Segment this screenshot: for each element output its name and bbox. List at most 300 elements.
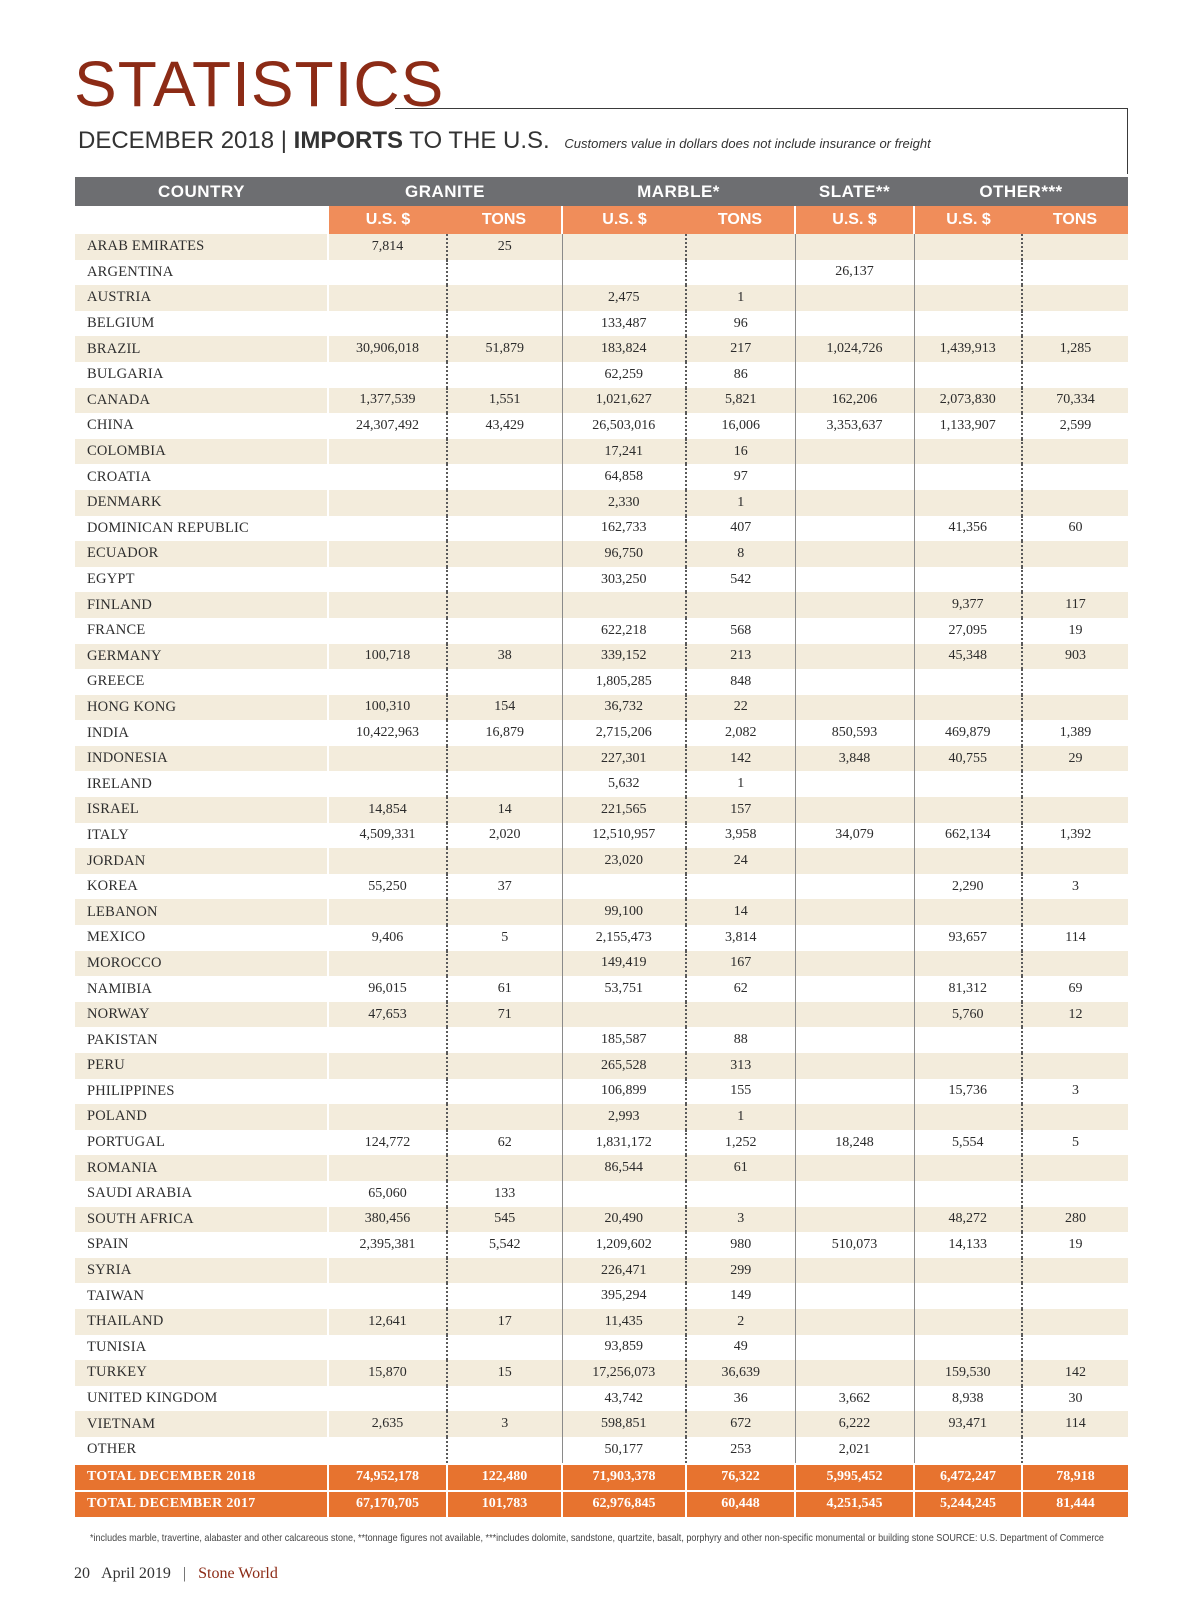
table-row (75, 1232, 1128, 1258)
cell-country: LEBANON (75, 899, 328, 925)
cell-country: OTHER (75, 1437, 328, 1464)
cell-granite-tons (447, 464, 562, 490)
cell-other-tons: 1,392 (1022, 823, 1128, 849)
cell-other-tons (1022, 1437, 1128, 1464)
cell-other-usd: 6,472,247 (914, 1464, 1022, 1491)
cell-granite-usd (328, 567, 447, 593)
title-rule (395, 108, 1128, 109)
cell-granite-usd: 124,772 (328, 1130, 447, 1156)
cell-marble-tons: 3 (686, 1207, 795, 1233)
table-row (75, 1130, 1128, 1156)
cell-other-usd: 93,471 (914, 1411, 1022, 1437)
cell-marble-tons: 3,814 (686, 925, 795, 951)
cell-slate-usd (795, 1053, 914, 1079)
cell-other-tons: 3 (1022, 874, 1128, 900)
cell-marble-usd: 26,503,016 (562, 413, 686, 439)
cell-granite-usd (328, 1079, 447, 1105)
subheader-blank (75, 206, 328, 234)
cell-other-usd (914, 899, 1022, 925)
issue-date: April 2019 (101, 1565, 171, 1582)
cell-granite-usd: 55,250 (328, 874, 447, 900)
cell-granite-tons (447, 1258, 562, 1284)
cell-granite-tons (447, 592, 562, 618)
cell-slate-usd (795, 925, 914, 951)
cell-marble-usd (562, 592, 686, 618)
cell-slate-usd (795, 1207, 914, 1233)
cell-marble-tons: 61 (686, 1155, 795, 1181)
cell-granite-tons: 2,020 (447, 823, 562, 849)
cell-other-tons (1022, 797, 1128, 823)
cell-marble-tons: 1 (686, 285, 795, 311)
cell-granite-tons: 16,879 (447, 720, 562, 746)
cell-other-tons: 60 (1022, 516, 1128, 542)
cell-country: TOTAL DECEMBER 2018 (75, 1464, 328, 1491)
cell-granite-usd (328, 516, 447, 542)
cell-other-usd: 1,133,907 (914, 413, 1022, 439)
cell-other-tons: 69 (1022, 976, 1128, 1002)
cell-other-tons: 114 (1022, 1411, 1128, 1437)
table-row (75, 618, 1128, 644)
table-row (75, 311, 1128, 337)
cell-other-tons (1022, 234, 1128, 260)
cell-granite-usd: 96,015 (328, 976, 447, 1002)
cell-marble-tons: 217 (686, 336, 795, 362)
cell-marble-tons: 848 (686, 669, 795, 695)
header-other: OTHER*** (914, 177, 1128, 206)
cell-other-usd: 2,073,830 (914, 388, 1022, 414)
cell-marble-usd: 265,528 (562, 1053, 686, 1079)
cell-marble-tons: 299 (686, 1258, 795, 1284)
cell-marble-usd: 2,715,206 (562, 720, 686, 746)
table-row (75, 285, 1128, 311)
cell-marble-tons: 157 (686, 797, 795, 823)
cell-other-usd: 41,356 (914, 516, 1022, 542)
cell-other-usd (914, 669, 1022, 695)
cell-marble-tons: 1 (686, 490, 795, 516)
cell-other-usd (914, 1053, 1022, 1079)
cell-granite-usd (328, 771, 447, 797)
cell-other-usd: 45,348 (914, 644, 1022, 670)
cell-granite-tons (447, 260, 562, 286)
table-group-header-row (75, 177, 1128, 206)
cell-country: INDONESIA (75, 746, 328, 772)
cell-marble-tons: 672 (686, 1411, 795, 1437)
table-row (75, 1053, 1128, 1079)
cell-marble-usd: 2,155,473 (562, 925, 686, 951)
cell-slate-usd (795, 1335, 914, 1361)
cell-granite-tons (447, 516, 562, 542)
table-row (75, 644, 1128, 670)
cell-marble-usd: 23,020 (562, 848, 686, 874)
cell-marble-tons: 86 (686, 362, 795, 388)
cell-granite-tons (447, 1437, 562, 1464)
cell-other-usd (914, 1104, 1022, 1130)
cell-marble-usd: 149,419 (562, 951, 686, 977)
subheader-granite-usd: U.S. $ (328, 206, 447, 234)
table-row (75, 439, 1128, 465)
cell-slate-usd: 26,137 (795, 260, 914, 286)
cell-other-usd (914, 771, 1022, 797)
cell-marble-tons: 62 (686, 976, 795, 1002)
cell-granite-usd: 65,060 (328, 1181, 447, 1207)
cell-other-usd (914, 695, 1022, 721)
cell-granite-usd (328, 1258, 447, 1284)
cell-other-usd (914, 1283, 1022, 1309)
page-title: STATISTICS (74, 48, 445, 120)
cell-marble-usd: 5,632 (562, 771, 686, 797)
cell-slate-usd: 34,079 (795, 823, 914, 849)
cell-other-tons (1022, 260, 1128, 286)
cell-granite-tons: 15 (447, 1360, 562, 1386)
cell-country: INDIA (75, 720, 328, 746)
cell-other-tons: 903 (1022, 644, 1128, 670)
cell-country: PERU (75, 1053, 328, 1079)
cell-country: THAILAND (75, 1309, 328, 1335)
cell-other-tons (1022, 1181, 1128, 1207)
table-row (75, 899, 1128, 925)
cell-granite-tons: 37 (447, 874, 562, 900)
cell-marble-tons: 2,082 (686, 720, 795, 746)
cell-other-tons: 29 (1022, 746, 1128, 772)
table-row (75, 1002, 1128, 1028)
cell-country: ISRAEL (75, 797, 328, 823)
cell-marble-tons: 88 (686, 1027, 795, 1053)
cell-slate-usd (795, 516, 914, 542)
cell-other-tons: 70,334 (1022, 388, 1128, 414)
cell-marble-usd: 622,218 (562, 618, 686, 644)
cell-other-usd: 48,272 (914, 1207, 1022, 1233)
cell-marble-usd: 1,209,602 (562, 1232, 686, 1258)
cell-granite-usd (328, 1053, 447, 1079)
table-row (75, 1411, 1128, 1437)
cell-granite-usd: 14,854 (328, 797, 447, 823)
cell-other-usd (914, 311, 1022, 337)
cell-marble-tons (686, 260, 795, 286)
imports-table (75, 177, 1128, 1517)
cell-granite-usd: 380,456 (328, 1207, 447, 1233)
cell-marble-usd: 395,294 (562, 1283, 686, 1309)
cell-granite-usd (328, 541, 447, 567)
subheader-marble-tons: TONS (686, 206, 795, 234)
table-row (75, 1360, 1128, 1386)
cell-marble-usd: 2,993 (562, 1104, 686, 1130)
table-row (75, 567, 1128, 593)
cell-other-tons: 114 (1022, 925, 1128, 951)
cell-slate-usd (795, 644, 914, 670)
cell-other-usd (914, 1437, 1022, 1464)
cell-country: ARGENTINA (75, 260, 328, 286)
cell-marble-tons: 16,006 (686, 413, 795, 439)
cell-granite-usd: 15,870 (328, 1360, 447, 1386)
cell-marble-tons: 24 (686, 848, 795, 874)
cell-country: TOTAL DECEMBER 2017 (75, 1491, 328, 1517)
table-row (75, 1283, 1128, 1309)
total-row (75, 1491, 1128, 1517)
cell-marble-tons (686, 1181, 795, 1207)
subheader-other-usd: U.S. $ (914, 206, 1022, 234)
cell-granite-tons (447, 541, 562, 567)
cell-country: SPAIN (75, 1232, 328, 1258)
cell-other-usd (914, 1155, 1022, 1181)
cell-other-tons (1022, 695, 1128, 721)
subtitle-rest: TO THE U.S. (409, 127, 550, 154)
cell-country: TAIWAN (75, 1283, 328, 1309)
cell-marble-usd: 62,259 (562, 362, 686, 388)
cell-slate-usd (795, 951, 914, 977)
cell-country: ROMANIA (75, 1155, 328, 1181)
cell-slate-usd (795, 797, 914, 823)
cell-country: ECUADOR (75, 541, 328, 567)
table-row (75, 976, 1128, 1002)
cell-slate-usd (795, 592, 914, 618)
table-row (75, 1386, 1128, 1412)
cell-country: CANADA (75, 388, 328, 414)
cell-marble-tons: 142 (686, 746, 795, 772)
cell-marble-usd: 99,100 (562, 899, 686, 925)
cell-granite-tons: 14 (447, 797, 562, 823)
cell-marble-usd: 53,751 (562, 976, 686, 1002)
cell-granite-tons: 43,429 (447, 413, 562, 439)
header-country: COUNTRY (75, 177, 328, 206)
cell-other-usd: 5,554 (914, 1130, 1022, 1156)
cell-marble-tons: 167 (686, 951, 795, 977)
table-row (75, 234, 1128, 260)
cell-slate-usd: 850,593 (795, 720, 914, 746)
cell-granite-usd: 47,653 (328, 1002, 447, 1028)
cell-country: HONG KONG (75, 695, 328, 721)
cell-marble-tons: 213 (686, 644, 795, 670)
cell-marble-tons: 36,639 (686, 1360, 795, 1386)
subtitle-note: Customers value in dollars does not include insurance or freight (564, 136, 931, 151)
cell-other-tons (1022, 439, 1128, 465)
cell-slate-usd (795, 1027, 914, 1053)
cell-granite-tons: 71 (447, 1002, 562, 1028)
cell-other-usd: 81,312 (914, 976, 1022, 1002)
cell-marble-usd: 1,805,285 (562, 669, 686, 695)
cell-slate-usd (795, 669, 914, 695)
cell-other-tons (1022, 899, 1128, 925)
cell-marble-usd (562, 874, 686, 900)
magazine-name: Stone World (198, 1565, 278, 1582)
cell-granite-tons (447, 1155, 562, 1181)
cell-slate-usd (795, 490, 914, 516)
cell-granite-usd (328, 1104, 447, 1130)
cell-granite-tons (447, 1027, 562, 1053)
cell-slate-usd (795, 567, 914, 593)
cell-slate-usd (795, 1079, 914, 1105)
cell-granite-tons: 122,480 (447, 1464, 562, 1491)
cell-slate-usd: 3,662 (795, 1386, 914, 1412)
cell-marble-usd: 20,490 (562, 1207, 686, 1233)
cell-country: VIETNAM (75, 1411, 328, 1437)
cell-other-tons: 117 (1022, 592, 1128, 618)
cell-slate-usd: 6,222 (795, 1411, 914, 1437)
cell-marble-tons: 155 (686, 1079, 795, 1105)
cell-country: POLAND (75, 1104, 328, 1130)
cell-granite-tons (447, 618, 562, 644)
cell-slate-usd (795, 362, 914, 388)
cell-slate-usd (795, 541, 914, 567)
table-row (75, 669, 1128, 695)
cell-marble-usd: 2,475 (562, 285, 686, 311)
cell-granite-usd: 30,906,018 (328, 336, 447, 362)
cell-other-usd (914, 490, 1022, 516)
cell-country: JORDAN (75, 848, 328, 874)
cell-slate-usd: 5,995,452 (795, 1464, 914, 1491)
cell-granite-usd (328, 1155, 447, 1181)
cell-granite-tons: 545 (447, 1207, 562, 1233)
cell-granite-usd: 9,406 (328, 925, 447, 951)
cell-marble-tons: 22 (686, 695, 795, 721)
cell-granite-tons: 5 (447, 925, 562, 951)
table-row (75, 1207, 1128, 1233)
cell-other-tons (1022, 1335, 1128, 1361)
page-number: 20 (74, 1565, 90, 1582)
cell-granite-tons (447, 1386, 562, 1412)
cell-marble-usd: 162,733 (562, 516, 686, 542)
cell-granite-usd (328, 746, 447, 772)
cell-slate-usd (795, 439, 914, 465)
cell-slate-usd (795, 1104, 914, 1130)
cell-marble-usd: 62,976,845 (562, 1491, 686, 1517)
page-footer (74, 1565, 278, 1583)
cell-granite-usd (328, 260, 447, 286)
cell-other-usd: 8,938 (914, 1386, 1022, 1412)
cell-country: EGYPT (75, 567, 328, 593)
cell-marble-tons: 16 (686, 439, 795, 465)
cell-granite-tons (447, 490, 562, 516)
table-row (75, 925, 1128, 951)
cell-marble-tons: 96 (686, 311, 795, 337)
cell-granite-usd (328, 490, 447, 516)
cell-country: CROATIA (75, 464, 328, 490)
subtitle-date: DECEMBER 2018 | (78, 127, 287, 154)
cell-marble-tons: 2 (686, 1309, 795, 1335)
cell-granite-usd: 7,814 (328, 234, 447, 260)
cell-granite-usd: 4,509,331 (328, 823, 447, 849)
cell-other-usd (914, 848, 1022, 874)
cell-other-tons (1022, 848, 1128, 874)
cell-marble-tons: 97 (686, 464, 795, 490)
cell-granite-usd (328, 1027, 447, 1053)
cell-other-usd (914, 1181, 1022, 1207)
cell-slate-usd: 4,251,545 (795, 1491, 914, 1517)
cell-granite-tons: 17 (447, 1309, 562, 1335)
cell-other-tons: 12 (1022, 1002, 1128, 1028)
cell-granite-usd (328, 669, 447, 695)
cell-other-usd (914, 541, 1022, 567)
cell-granite-tons (447, 311, 562, 337)
cell-marble-tons: 542 (686, 567, 795, 593)
cell-marble-usd: 86,544 (562, 1155, 686, 1181)
table-row (75, 746, 1128, 772)
cell-other-tons: 3 (1022, 1079, 1128, 1105)
cell-country: DOMINICAN REPUBLIC (75, 516, 328, 542)
cell-marble-usd: 96,750 (562, 541, 686, 567)
cell-other-tons: 81,444 (1022, 1491, 1128, 1517)
cell-granite-usd: 24,307,492 (328, 413, 447, 439)
cell-granite-tons: 133 (447, 1181, 562, 1207)
cell-other-usd (914, 285, 1022, 311)
cell-country: BELGIUM (75, 311, 328, 337)
cell-marble-tons (686, 874, 795, 900)
table-row (75, 1079, 1128, 1105)
cell-slate-usd (795, 311, 914, 337)
footer-separator: | (182, 1565, 187, 1582)
cell-granite-usd (328, 311, 447, 337)
cell-marble-usd (562, 234, 686, 260)
cell-other-tons: 19 (1022, 1232, 1128, 1258)
cell-slate-usd (795, 695, 914, 721)
cell-marble-usd: 71,903,378 (562, 1464, 686, 1491)
cell-country: IRELAND (75, 771, 328, 797)
table-row (75, 823, 1128, 849)
cell-marble-tons: 8 (686, 541, 795, 567)
cell-country: TURKEY (75, 1360, 328, 1386)
cell-country: ITALY (75, 823, 328, 849)
cell-slate-usd (795, 899, 914, 925)
cell-other-tons (1022, 669, 1128, 695)
cell-other-tons: 1,389 (1022, 720, 1128, 746)
cell-granite-tons (447, 669, 562, 695)
cell-marble-usd: 36,732 (562, 695, 686, 721)
cell-country: DENMARK (75, 490, 328, 516)
cell-granite-tons (447, 439, 562, 465)
cell-granite-tons: 62 (447, 1130, 562, 1156)
cell-granite-usd (328, 951, 447, 977)
cell-granite-usd (328, 1437, 447, 1464)
cell-country: PHILIPPINES (75, 1079, 328, 1105)
cell-granite-tons: 154 (447, 695, 562, 721)
cell-other-tons (1022, 490, 1128, 516)
cell-marble-tons: 253 (686, 1437, 795, 1464)
cell-marble-usd: 93,859 (562, 1335, 686, 1361)
cell-other-usd: 1,439,913 (914, 336, 1022, 362)
cell-granite-usd (328, 899, 447, 925)
cell-granite-tons (447, 1335, 562, 1361)
cell-marble-usd: 221,565 (562, 797, 686, 823)
cell-granite-usd: 1,377,539 (328, 388, 447, 414)
cell-slate-usd (795, 234, 914, 260)
cell-granite-tons: 25 (447, 234, 562, 260)
table-row (75, 1027, 1128, 1053)
cell-slate-usd (795, 618, 914, 644)
table-row (75, 362, 1128, 388)
table-row (75, 592, 1128, 618)
cell-country: GERMANY (75, 644, 328, 670)
cell-granite-tons (447, 1053, 562, 1079)
cell-granite-tons (447, 1283, 562, 1309)
cell-marble-usd: 1,021,627 (562, 388, 686, 414)
cell-granite-usd: 100,310 (328, 695, 447, 721)
header-slate: SLATE** (795, 177, 914, 206)
cell-marble-tons: 568 (686, 618, 795, 644)
cell-other-usd: 159,530 (914, 1360, 1022, 1386)
cell-other-usd: 14,133 (914, 1232, 1022, 1258)
footnote: *includes marble, travertine, alabaster and other calcareous stone, **tonnage figures not available, ***includes dolomite, sandstone, quartzite, basalt, porphyry and other non-specific monumental or building stone SOURCE: U.S. Department of Commerce (90, 1532, 1104, 1544)
cell-other-usd: 27,095 (914, 618, 1022, 644)
cell-granite-usd (328, 1386, 447, 1412)
table-row (75, 413, 1128, 439)
table-row (75, 541, 1128, 567)
subheader-other-tons: TONS (1022, 206, 1128, 234)
cell-country: BRAZIL (75, 336, 328, 362)
table-row (75, 797, 1128, 823)
cell-other-tons: 2,599 (1022, 413, 1128, 439)
cell-granite-tons (447, 1079, 562, 1105)
cell-marble-tons (686, 1002, 795, 1028)
cell-marble-usd: 2,330 (562, 490, 686, 516)
